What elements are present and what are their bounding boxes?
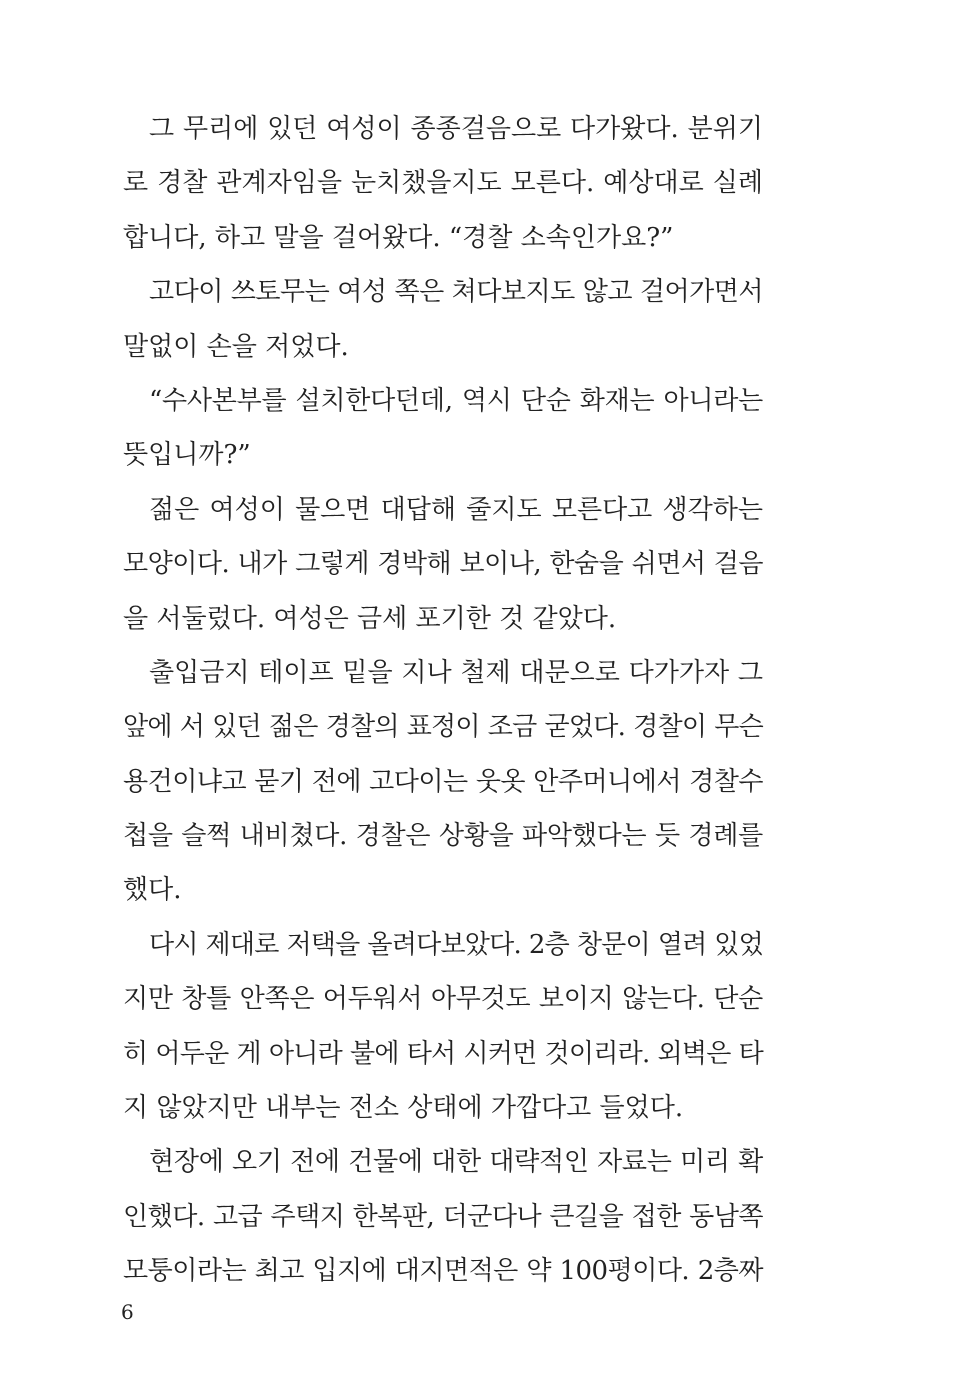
text-line: 말없이 손을 저었다. (123, 331, 349, 362)
text-line: 합니다, 하고 말을 걸어왔다. “경찰 소속인가요?” (123, 222, 674, 253)
text-line: 지 않았지만 내부는 전소 상태에 가깝다고 들었다. (123, 1093, 684, 1124)
text-line: 앞에 서 있던 젊은 경찰의 표정이 조금 굳었다. 경찰이 무슨 (123, 712, 763, 743)
text-line: 했다. (123, 875, 182, 906)
text-line: 고다이 쓰토무는 여성 쪽은 쳐다보지도 않고 걸어가면서 (149, 277, 763, 308)
text-line: 을 서둘렀다. 여성은 금세 포기한 것 같았다. (123, 603, 617, 634)
text-line: 뜻입니까?” (123, 440, 251, 471)
text-line: 모양이다. 내가 그렇게 경박해 보이나, 한숨을 쉬면서 걸음 (123, 549, 763, 580)
text-line: 현장에 오기 전에 건물에 대한 대략적인 자료는 미리 확 (149, 1147, 763, 1178)
text-line: 그 무리에 있던 여성이 종종걸음으로 다가왔다. 분위기 (149, 114, 763, 144)
text-line: 로 경찰 관계자임을 눈치챘을지도 모른다. 예상대로 실례 (123, 168, 763, 199)
text-line: 다시 제대로 저택을 올려다보았다. 2층 창문이 열려 있었 (149, 929, 763, 960)
text-line: 출입금지 테이프 밑을 지나 철제 대문으로 다가가자 그 (149, 657, 763, 688)
text-line: 용건이냐고 묻기 전에 고다이는 웃옷 안주머니에서 경찰수 (123, 766, 763, 797)
text-line: 첩을 슬쩍 내비쳤다. 경찰은 상황을 파악했다는 듯 경례를 (123, 821, 763, 852)
text-line: 히 어두운 게 아니라 불에 타서 시커먼 것이리라. 외벽은 타 (123, 1038, 763, 1069)
text-line: 젊은 여성이 물으면 대답해 줄지도 모른다고 생각하는 (149, 494, 763, 525)
text-line: 모퉁이라는 최고 입지에 대지면적은 약 100평이다. 2층짜 (123, 1256, 763, 1287)
body-text (123, 102, 763, 1299)
text-line: 인했다. 고급 주택지 한복판, 더군다나 큰길을 접한 동남쪽 (123, 1201, 763, 1232)
page-number: 6 (121, 1300, 134, 1324)
text-line: 지만 창틀 안쪽은 어두워서 아무것도 보이지 않는다. 단순 (123, 984, 763, 1015)
text-line: “수사본부를 설치한다던데, 역시 단순 화재는 아니라는 (149, 385, 763, 416)
